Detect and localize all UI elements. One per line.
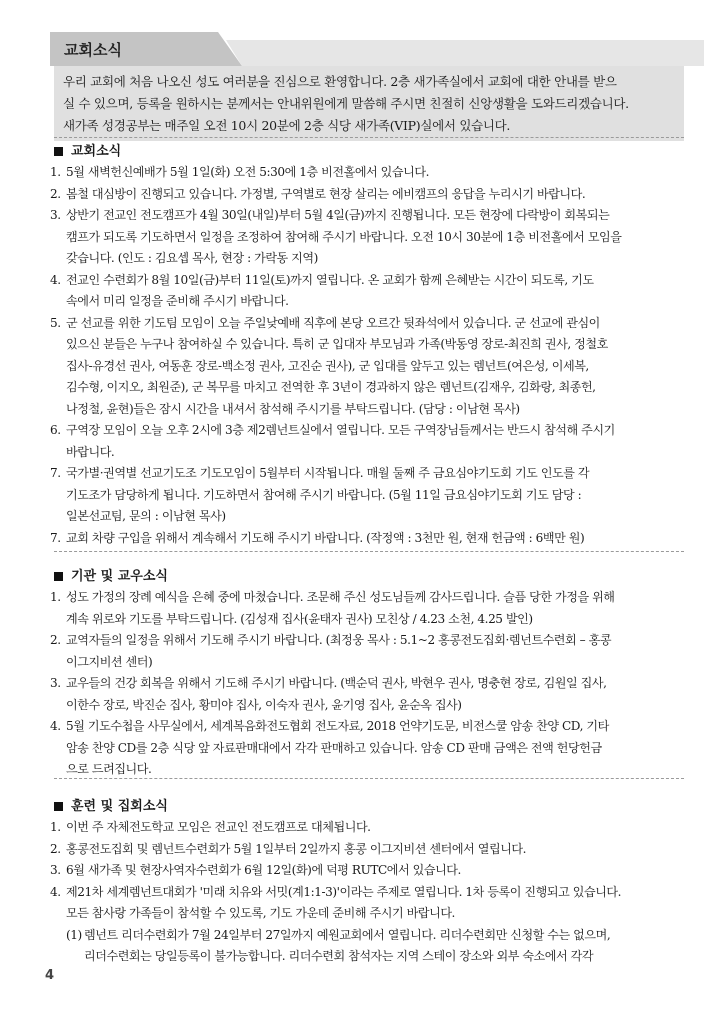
list-item: 4. 제21차 세계렘넌트대회가 '미래 치유와 서밋(계1:1-3)'이라는 주제로 열립니다. 1차 등록이 진행되고 있습니다. 모든 참사랑 가족들이 참석할 수 있도록, 기도 가운데 준비해 주시기 바랍니다. [50,884,622,920]
section-church-news [50,141,686,549]
list-item: 4. 5월 기도수첩을 사무실에서, 세계복음화전도협회 전도자료, 2018 언약기도문, 비전스쿨 암송 찬양 CD, 기타 암송 찬양 CD를 2층 식당 앞 자료판매대에서 각각 판매하고 있습니다. 암송 CD 판매 금액은 전액 헌당헌금 으로 드려집니다. [50,719,609,776]
list-item: 4. 전교인 수련회가 8월 10일(금)부터 11일(토)까지 열립니다. 온 교회가 함께 은혜받는 시간이 되도록, 기도 속에서 미리 일정을 준비해 주시기 바랍니다. [50,272,594,308]
list-item: 6. 구역장 모임이 오늘 오후 2시에 3층 제2렘넌트실에서 열립니다. 모든 구역장님들께서는 반드시 참석해 주시기 바랍니다. [50,423,615,459]
list-item: 2. 봄철 대심방이 진행되고 있습니다. 가정별, 구역별로 현장 살리는 에비캠프의 응답을 누리시기 바랍니다. [50,186,586,201]
divider [54,551,684,552]
welcome-line: 새가족 성경공부는 매주일 오전 10시 20분에 2층 식당 새가족(VIP)실에서 있습니다. [63,118,511,133]
square-bullet-icon [54,147,63,156]
welcome-box [54,66,684,141]
list-item: 7. 교회 차량 구입을 위해서 계속해서 기도해 주시기 바랍니다. (작정액 : 3천만 원, 현재 헌금액 : 6백만 원) [50,530,585,545]
section-heading: 기관 및 교우소식 [50,566,686,587]
page-title: 교회소식 [64,41,122,59]
section-training-news [50,796,686,968]
list-item: 3. 상반기 전교인 전도캠프가 4월 30일(내일)부터 5월 4일(금)까지 진행됩니다. 모든 현장에 다락방이 회복되는 캠프가 되도록 기도하면서 일정을 조정하여 참여해 주시기 바랍니다. 오전 10시 30분에 1층 비전홀에서 모임을 갖습니다. (인도 : 김요셉 목사, 현장 : 가락동 지역) [50,208,622,265]
square-bullet-icon [54,572,63,581]
sub-list-item: (1) 렘넌트 리더수련회가 7월 24일부터 27일까지 예원교회에서 열립니다. 리더수련회만 신청할 수는 없으며, 리더수련회는 당일등록이 불가능합니다. 리더수련회 참석자는 지역 스테이 장소와 외부 숙소에서 각각 [66,927,611,963]
list-item: 3. 교우들의 건강 회복을 위해서 기도해 주시기 바랍니다. (백순덕 권사, 박현우 권사, 명충현 장로, 김원일 집사, 이한수 장로, 박진순 집사, 황미야 집사, 이숙자 권사, 윤기영 집사, 윤순옥 집사) [50,676,607,712]
divider [54,778,684,779]
list-item: 7. 국가별·권역별 선교기도조 기도모임이 5월부터 시작됩니다. 매월 둘째 주 금요심야기도회 기도 인도를 각 기도조가 담당하게 됩니다. 기도하면서 참여해 주시기 바랍니다. (5월 11일 금요심야기도회 기도 담당 : 일본선교팀, 문의 : 이남현 목사) [50,466,590,523]
welcome-line: 우리 교회에 처음 나오신 성도 여러분을 진심으로 환영합니다. 2층 새가족실에서 교회에 대한 안내를 받으 [63,74,617,89]
page-number: 4 [45,968,55,983]
list-item: 3. 6월 새가족 및 현장사역자수련회가 6월 12일(화)에 덕평 RUTC에서 있습니다. [50,863,461,877]
list-item: 2. 교역자들의 일정을 위해서 기도해 주시기 바랍니다. (최정웅 목사 : 5.1~2 홍콩전도집회·렘넌트수련회 – 홍콩 이그지비션 센터) [50,633,612,669]
list-item: 1. 성도 가정의 장례 예식을 은혜 중에 마쳤습니다. 조문해 주신 성도님들께 감사드립니다. 슬픔 당한 가정을 위해 계속 위로와 기도를 부탁드립니다. (김성재 집사(윤태자 권사) 모친상 / 4.23 소천, 4.25 발인) [50,590,615,626]
list-item: 5. 군 선교를 위한 기도팀 모임이 오늘 주일낮예배 직후에 본당 오르간 뒷좌석에서 있습니다. 군 선교에 관심이 있으신 분들은 누구나 참여하실 수 있습니다. 특히 군 입대자 부모님과 가족(박동영 장로-최진희 권사, 정철호 집사-유경선 권사, 여동훈 장로-백소정 권사, 고진순 권사), 군 입대를 앞두고 있는 렘넌트(여은성, 이세복, 김수형, 이지오, 최원준), 군 복무를 마치고 전역한 후 3년이 경과하지 않은 렘넌트(김재우, 김화랑, 최종헌, 나정철, 윤현)들은 잠시 시간을 내셔서 참석해 주시기를 부탁드립니다. (담당 : 이남현 목사) [50,315,608,416]
list-item: 2. 홍콩전도집회 및 렘넌트수련회가 5월 1일부터 2일까지 홍콩 이그지비션 센터에서 열립니다. [50,841,527,856]
section-heading: 훈련 및 집회소식 [50,796,686,817]
header-tab-shape [50,32,704,66]
welcome-line: 실 수 있으며, 등록을 원하시는 분께서는 안내위원에게 말씀해 주시면 친절히 신앙생활을 도와드리겠습니다. [63,96,629,111]
list-item: 1. 5월 새벽헌신예배가 5월 1일(화) 오전 5:30에 1층 비전홀에서 있습니다. [50,165,430,179]
square-bullet-icon [54,802,63,811]
list-item: 1. 이번 주 자체전도학교 모임은 전교인 전도캠프로 대체됩니다. [50,820,371,834]
divider [54,137,684,138]
section-header-bar [50,32,704,66]
section-member-news [50,566,686,781]
section-heading: 교회소식 [50,141,686,162]
